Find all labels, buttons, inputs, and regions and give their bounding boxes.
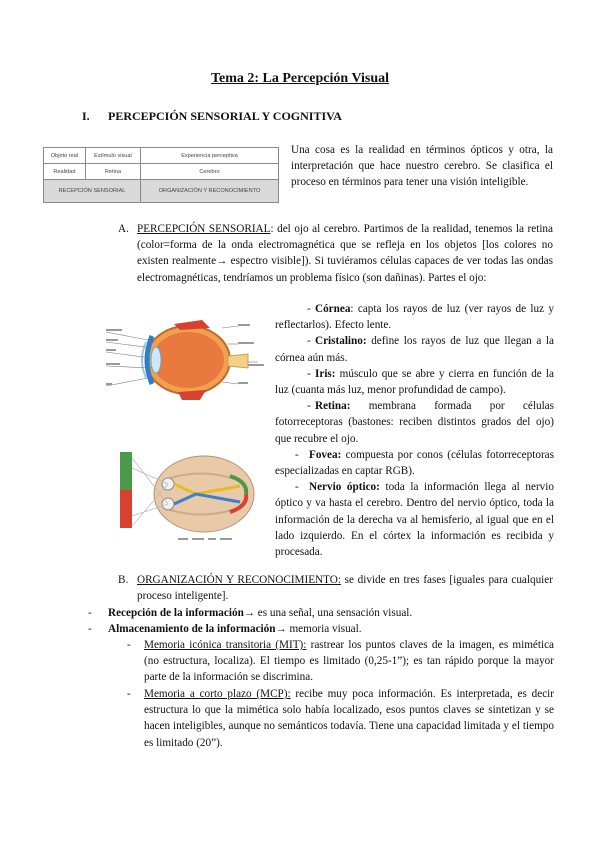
- desc-fovea: compuesta por conos (células fotorreceptoras especializadas en captar RGB).: [275, 448, 554, 478]
- visual-field-right-shape: [120, 490, 132, 528]
- visual-pathway-diagram: [120, 448, 260, 548]
- dash-marker: -: [307, 335, 311, 348]
- part-b-marker: B.: [118, 574, 129, 586]
- desc-cristalino: define los rayos de luz que llegan a la córnea aún más.: [275, 335, 554, 364]
- memory-item: [144, 686, 554, 751]
- table-cell: Objeto real: [44, 148, 86, 164]
- phase-term: Recepción de la información: [108, 607, 244, 619]
- table-cell: Realidad: [44, 164, 86, 180]
- table-cell: Experiencia perceptiva: [141, 148, 279, 164]
- dash-marker: -: [307, 400, 311, 413]
- dash-marker: -: [127, 688, 131, 700]
- perception-table: [43, 147, 279, 203]
- term-cristalino: Cristalino:: [315, 335, 367, 348]
- list-item: [275, 301, 554, 333]
- desc-nervio-optico: toda la información llega al nervio óptico y va hasta el cerebro. Dentro del nervio óptico, toda la información de la derecha va al hemisferio, al igual que en el lado izquierdo. En el córtex la información es recibida y procesada.: [275, 481, 554, 559]
- section-title: PERCEPCIÓN SENSORIAL Y COGNITIVA: [108, 109, 342, 123]
- list-item: [275, 447, 554, 479]
- phase-term: Almacenamiento de la información: [108, 623, 276, 635]
- memory-desc: rastrear los puntos claves de la imagen, es mimética (no estructura, localiza). El tiempo es limitado (0,25-1”); es tan rápido porque la mayor parte de la información se discrimina.: [144, 639, 555, 684]
- dash-marker: -: [88, 607, 92, 619]
- part-a-paragraph: [137, 221, 553, 286]
- desc-cornea: : capta los rayos de luz (ver rayos de luz y reflectarlos). Efecto lente.: [275, 303, 554, 332]
- part-a-text: : del ojo al cerebro. Partimos de la realidad, tenemos la retina (color=forma de la onda electromagnética que se refleja en los objetos [los colores no existen realmente→ espectro visible]). Si tuviéramos células capaces de ver todas las ondas electromagnéticas, tendríamos un problema físico (son dañinas). Partes el ojo:: [137, 223, 553, 284]
- desc-retina: membrana formada por células fotorreceptoras (bastones: reciben distintos grados del ojo) que recubre el ojo.: [275, 400, 554, 445]
- memory-term: Memoria icónica transitoria (MIT):: [144, 639, 307, 651]
- term-fovea: Fovea:: [309, 448, 342, 461]
- phase-desc: → memoria visual.: [275, 623, 362, 635]
- eye-parts-list: [275, 301, 554, 560]
- eye-diagram: [102, 318, 265, 402]
- part-a-heading: PERCEPCIÓN SENSORIAL: [137, 223, 271, 235]
- table-cell: RECEPCIÓN SENSORIAL: [44, 180, 141, 203]
- part-a-marker: A.: [118, 223, 129, 235]
- list-item: [275, 398, 554, 447]
- memory-term: Memoria a corto plazo (MCP):: [144, 688, 291, 700]
- intro-paragraph: Una cosa es la realidad en términos ópticos y otra, la interpretación que hace nuestro cerebro. Se clasifica el proceso en términos para tener una visión inteligible.: [291, 144, 553, 189]
- phase-desc: → es una señal, una sensación visual.: [243, 607, 413, 619]
- lens-shape: [151, 347, 161, 373]
- term-iris: Iris:: [315, 367, 336, 380]
- memory-item: [144, 637, 554, 686]
- part-b-text: se divide en tres fases [iguales para cualquier proceso inteligente].: [137, 574, 553, 603]
- dash-marker: -: [295, 448, 299, 461]
- dash-marker: -: [295, 481, 299, 494]
- memory-desc: recibe muy poca información. Es interpretada, es decir estructura lo que la mimética solo había localizado, esos puntos claves se sintetizan y se hacen inteligibles, aunque no semánticos todavía. Tiene una capacidad limitada y el tiempo es limitado (20”).: [144, 688, 554, 749]
- page-title: Tema 2: La Percepción Visual: [210, 71, 390, 86]
- desc-iris: músculo que se abre y cierra en función de la luz (cuanta más luz, menor profundidad de campo).: [275, 367, 554, 397]
- list-item: [275, 479, 554, 560]
- table-cell: Retina: [85, 164, 140, 180]
- phase-item: [88, 621, 554, 637]
- dash-marker: -: [307, 303, 311, 315]
- visual-field-left-shape: [120, 452, 132, 490]
- list-item: [275, 333, 554, 365]
- dash-marker: -: [127, 639, 131, 651]
- part-b-paragraph: [137, 572, 553, 604]
- phase-item: [88, 605, 554, 621]
- term-cornea: Córnea: [315, 303, 351, 315]
- table-cell: ORGANIZACIÓN Y RECONOCIMIENTO: [141, 180, 279, 203]
- table-cell: Estímulo visual: [85, 148, 140, 164]
- term-nervio-optico: Nervio óptico:: [309, 481, 380, 494]
- dash-marker: -: [307, 367, 311, 380]
- retina-shape: [152, 332, 224, 388]
- list-item: [275, 366, 554, 398]
- term-retina: Retina:: [315, 400, 351, 413]
- part-b-heading: ORGANIZACIÓN Y RECONOCIMIENTO:: [137, 574, 341, 586]
- section-number: I.: [82, 109, 90, 123]
- optic-nerve-shape: [228, 354, 248, 368]
- dash-marker: -: [88, 623, 92, 635]
- section-heading: [82, 109, 342, 124]
- table-cell: Cerebro: [141, 164, 279, 180]
